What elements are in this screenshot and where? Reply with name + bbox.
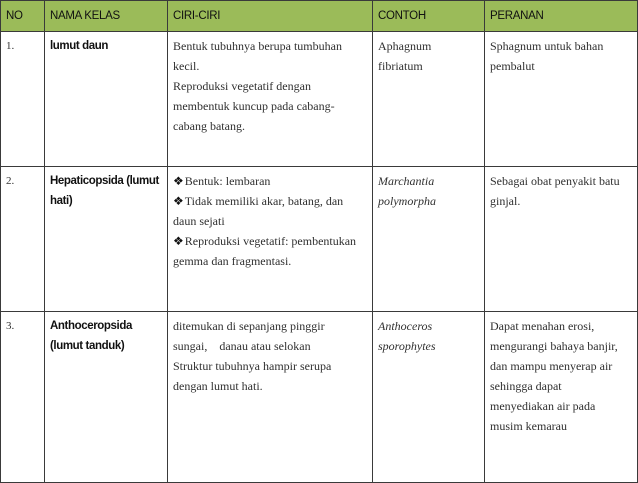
header-row <box>1 1 638 32</box>
example-line: Aphagnum <box>378 39 432 53</box>
class-name: Hepaticopsida (lumut hati) <box>45 167 168 312</box>
characteristics-cell <box>168 312 373 483</box>
characteristic-item <box>173 231 367 271</box>
role-line: mengurangi bahaya banjir, <box>490 339 618 353</box>
characteristic-line: kecil. <box>173 59 200 73</box>
table-row <box>1 32 638 167</box>
role-line: musim kemarau <box>490 419 567 433</box>
characteristic-text: Bentuk: lembaran <box>184 174 271 188</box>
diamond-bullet-icon: ❖ <box>173 234 184 248</box>
role-line: Dapat menahan erosi, <box>490 319 595 333</box>
diamond-bullet-icon: ❖ <box>173 174 184 188</box>
role-cell <box>485 32 638 167</box>
characteristics-cell <box>168 167 373 312</box>
example-cell <box>373 32 485 167</box>
characteristic-line: cabang batang. <box>173 119 245 133</box>
role-cell <box>485 167 638 312</box>
characteristic-line: Bentuk tubuhnya berupa tumbuhan <box>173 39 342 53</box>
characteristic-text: Tidak memiliki akar, batang, dan daun sejati <box>173 194 344 228</box>
role-line: pembalut <box>490 59 535 73</box>
class-name: lumut daun <box>45 32 168 167</box>
example-line: fibriatum <box>378 59 423 73</box>
role-line: dan mampu menyerap air <box>490 359 613 373</box>
characteristic-item <box>173 191 367 231</box>
characteristic-line: ditemukan di sepanjang pinggir <box>173 319 325 333</box>
role-line: Sphagnum untuk bahan <box>490 39 604 53</box>
characteristic-line: membentuk kuncup pada cabang- <box>173 99 335 113</box>
header-nama-kelas: NAMA KELAS <box>45 1 168 32</box>
characteristic-line: dengan lumut hati. <box>173 379 263 393</box>
role-line: Sebagai obat penyakit batu <box>490 174 620 188</box>
example-cell <box>373 167 485 312</box>
role-line: ginjal. <box>490 194 521 208</box>
row-number: 2. <box>1 167 45 312</box>
role-cell <box>485 312 638 483</box>
class-name: Anthoceropsida (lumut tanduk) <box>45 312 168 483</box>
role-line: menyediakan air pada <box>490 399 596 413</box>
table-row <box>1 312 638 483</box>
example-line: Anthoceros <box>378 319 433 333</box>
row-number: 1. <box>1 32 45 167</box>
example-line: polymorpha <box>378 194 436 208</box>
characteristic-line: Reproduksi vegetatif dengan <box>173 79 311 93</box>
row-number: 3. <box>1 312 45 483</box>
characteristics-cell <box>168 32 373 167</box>
role-line: sehingga dapat <box>490 379 562 393</box>
diamond-bullet-icon: ❖ <box>173 194 184 208</box>
example-line: Marchantia <box>378 174 435 188</box>
example-line: sporophytes <box>378 339 436 353</box>
characteristic-text: Reproduksi vegetatif: pembentukan gemma dan fragmentasi. <box>173 234 357 268</box>
characteristic-line: Struktur tubuhnya hampir serupa <box>173 359 332 373</box>
characteristic-item <box>173 171 367 191</box>
header-no: NO <box>1 1 45 32</box>
header-ciri-ciri: CIRI-CIRI <box>168 1 373 32</box>
header-peranan: PERANAN <box>485 1 638 32</box>
example-cell <box>373 312 485 483</box>
header-contoh: CONTOH <box>373 1 485 32</box>
characteristic-line: sungai, danau atau selokan <box>173 339 311 353</box>
table-row <box>1 167 638 312</box>
